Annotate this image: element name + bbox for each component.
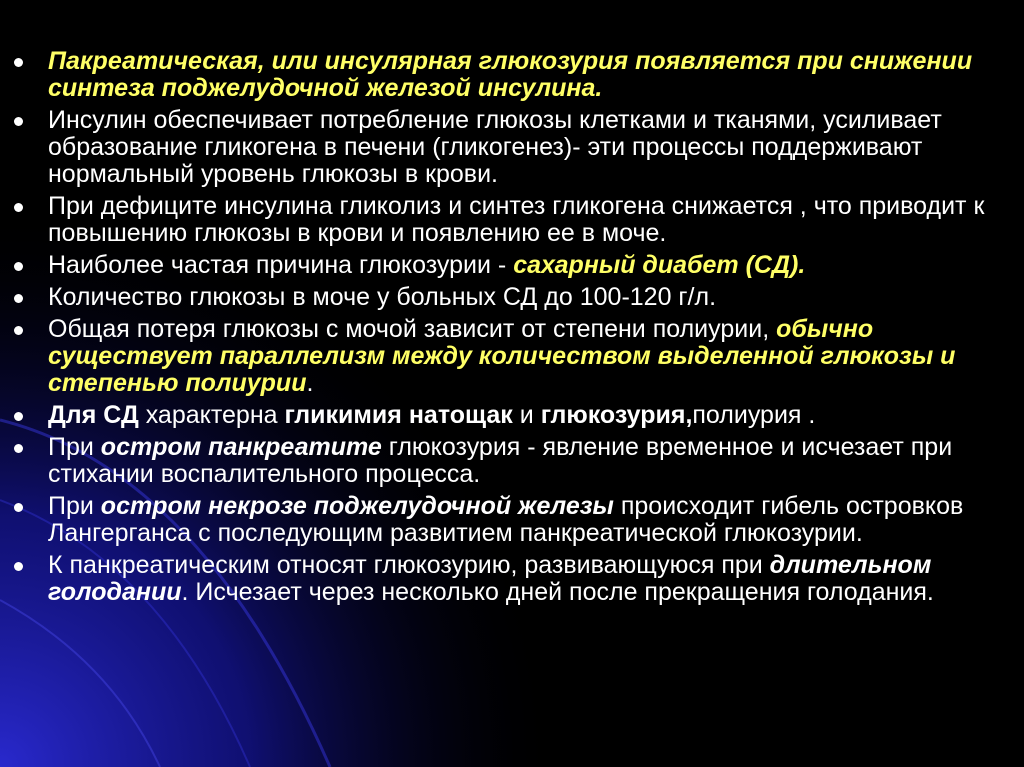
bullet-text: сахарный диабет (СД).	[513, 251, 806, 279]
bullet-dot-icon	[14, 203, 23, 212]
bullet-text: и	[512, 401, 541, 429]
bullet-item	[14, 284, 1004, 311]
bullet-text: К панкреатическим относят глюкозурию, развивающуюся при	[48, 551, 770, 579]
bullet-text: Наиболее частая причина глюкозурии -	[48, 251, 514, 279]
bullet-item	[14, 552, 1004, 606]
bullet-dot-icon	[14, 294, 23, 303]
bullet-text: При	[48, 492, 101, 520]
bullet-item	[14, 493, 1004, 547]
bullet-list	[14, 48, 1004, 611]
bullet-dot-icon	[14, 58, 23, 67]
bullet-text: .	[306, 369, 314, 397]
bullet-text: Пакреатическая, или инсулярная глюкозурия появляется при снижении синтеза поджелудочной железой инсулина.	[48, 47, 973, 102]
bullet-dot-icon	[14, 444, 23, 453]
bullet-item	[14, 48, 1004, 102]
bullet-text: длительном голодании	[48, 551, 932, 606]
bullet-text: гликимия натощак	[284, 401, 513, 429]
bullet-text: характерна	[138, 401, 285, 429]
bullet-dot-icon	[14, 412, 23, 421]
bullet-item	[14, 107, 1004, 188]
bullet-text: . Исчезает через несколько дней после прекращения голодания.	[181, 578, 934, 606]
bullet-text: обычно существует параллелизм между количеством выделенной глюкозы и степенью полиурии	[48, 315, 956, 397]
bullet-item	[14, 193, 1004, 247]
bullet-dot-icon	[14, 262, 23, 271]
bullet-text: При	[48, 433, 101, 461]
bullet-text: происходит гибель островков Лангерганса с последующим развитием панкреатической глюкозурии.	[48, 492, 964, 547]
bullet-item	[14, 434, 1004, 488]
bullet-item	[14, 252, 1004, 279]
bullet-text: Для СД	[48, 401, 139, 429]
bullet-text: Количество глюкозы в моче у больных СД до 100-120 г/л.	[48, 283, 717, 311]
bullet-text: При дефиците инсулина гликолиз и синтез гликогена снижается , что приводит к повышению глюкозы в крови и появлению ее в моче.	[48, 192, 985, 247]
bullet-dot-icon	[14, 562, 23, 571]
bullet-dot-icon	[14, 326, 23, 335]
bullet-text: Общая потеря глюкозы с мочой зависит от степени полиурии,	[48, 315, 777, 343]
bullet-item	[14, 316, 1004, 397]
bullet-item	[14, 402, 1004, 429]
bullet-text: полиурия .	[692, 401, 816, 429]
bullet-text: глюкозурия - явление временное и исчезает при стихании воспалительного процесса.	[48, 433, 953, 488]
bullet-text: глюкозурия,	[540, 401, 693, 429]
bullet-dot-icon	[14, 117, 23, 126]
bullet-text: остром некрозе поджелудочной железы	[100, 492, 614, 520]
bullet-dot-icon	[14, 503, 23, 512]
bullet-text: остром панкреатите	[100, 433, 382, 461]
bullet-text: Инсулин обеспечивает потребление глюкозы клетками и тканями, усиливает образование гликогена в печени (гликогенез)- эти процессы поддерживают нормальный уровень глюкозы в крови.	[48, 106, 942, 188]
